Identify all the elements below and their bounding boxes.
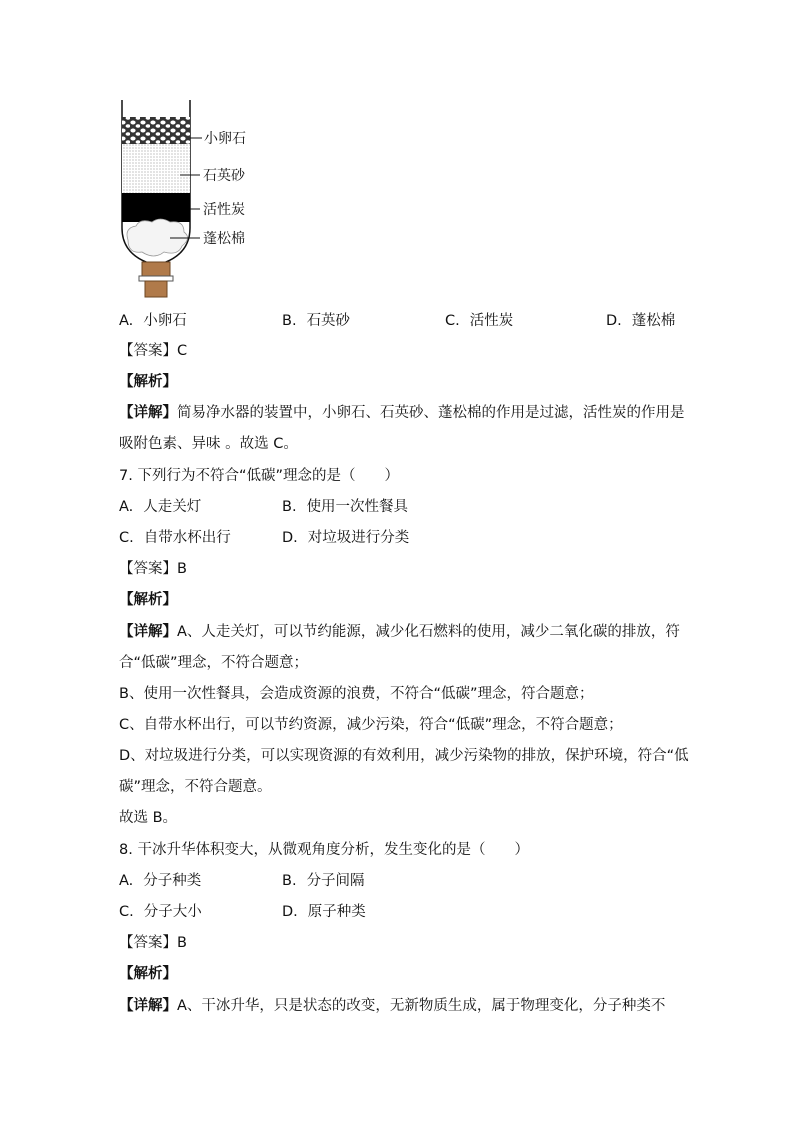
- sand-layer: [122, 144, 190, 193]
- label-carbon: 活性炭: [203, 202, 245, 218]
- q6-option-d: D. 蓬松棉: [606, 313, 676, 329]
- q7-detail-line-1: 【详解】A、人走关灯，可以节约能源，减少化石燃料的使用，减少二氧化碳的排放，符: [119, 624, 680, 640]
- q7-detail-line-4: C、自带水杯出行，可以节约资源，减少污染，符合“低碳”理念，不符合题意；: [119, 717, 623, 733]
- q8-answer: 【答案】B: [119, 935, 187, 951]
- pebble-layer: [122, 117, 190, 144]
- q7-option-a: A. 人走关灯: [119, 499, 202, 515]
- q6-option-c: C. 活性炭: [445, 313, 514, 329]
- q6-answer: 【答案】C: [119, 343, 188, 359]
- q7-detail-line-3: B、使用一次性餐具，会造成资源的浪费，不符合“低碳”理念，符合题意；: [119, 686, 594, 702]
- carbon-layer: [122, 193, 190, 222]
- q8-option-d: D. 原子种类: [282, 904, 366, 920]
- q6-option-a: A. 小卵石: [119, 313, 187, 329]
- rubber-stopper: [142, 262, 170, 276]
- q8-stem: 8. 干冰升华体积变大，从微观角度分析，发生变化的是（ ）: [119, 842, 529, 858]
- q6-analysis-label: 【解析】: [119, 374, 177, 390]
- q8-analysis-label: 【解析】: [119, 966, 177, 982]
- q7-analysis-label: 【解析】: [119, 592, 177, 608]
- q8-option-b: B. 分子间隔: [282, 873, 365, 889]
- label-sand: 石英砂: [203, 168, 245, 184]
- q7-detail-line-2: 合“低碳”理念，不符合题意；: [119, 655, 309, 671]
- q7-option-c: C. 自带水杯出行: [119, 530, 231, 546]
- q6-detail-line-2: 吸附色素、异味 。故选 C。: [119, 436, 298, 452]
- q7-option-d: D. 对垃圾进行分类: [282, 530, 410, 546]
- q7-stem: 7. 下列行为不符合“低碳”理念的是（ ）: [119, 468, 399, 484]
- q6-option-b: B. 石英砂: [282, 313, 351, 329]
- water-purifier-figure: [0, 0, 794, 320]
- q7-detail-line-7: 故选 B。: [119, 810, 178, 826]
- label-pebbles: 小卵石: [204, 131, 246, 147]
- q7-detail-line-6: 碳”理念，不符合题意。: [119, 779, 272, 795]
- q8-detail-line-1: 【详解】A、干冰升华，只是状态的改变，无新物质生成，属于物理变化，分子种类不: [119, 998, 666, 1014]
- q8-option-c: C. 分子大小: [119, 904, 202, 920]
- q7-answer: 【答案】B: [119, 561, 187, 577]
- q7-option-b: B. 使用一次性餐具: [282, 499, 409, 515]
- q8-option-a: A. 分子种类: [119, 873, 202, 889]
- label-cotton: 蓬松棉: [203, 231, 245, 247]
- q7-detail-line-5: D、对垃圾进行分类，可以实现资源的有效利用，减少污染物的排放，保护环境，符合“低: [119, 748, 689, 764]
- q6-detail-line-1: 【详解】简易净水器的装置中，小卵石、石英砂、蓬松棉的作用是过滤，活性炭的作用是: [119, 405, 685, 421]
